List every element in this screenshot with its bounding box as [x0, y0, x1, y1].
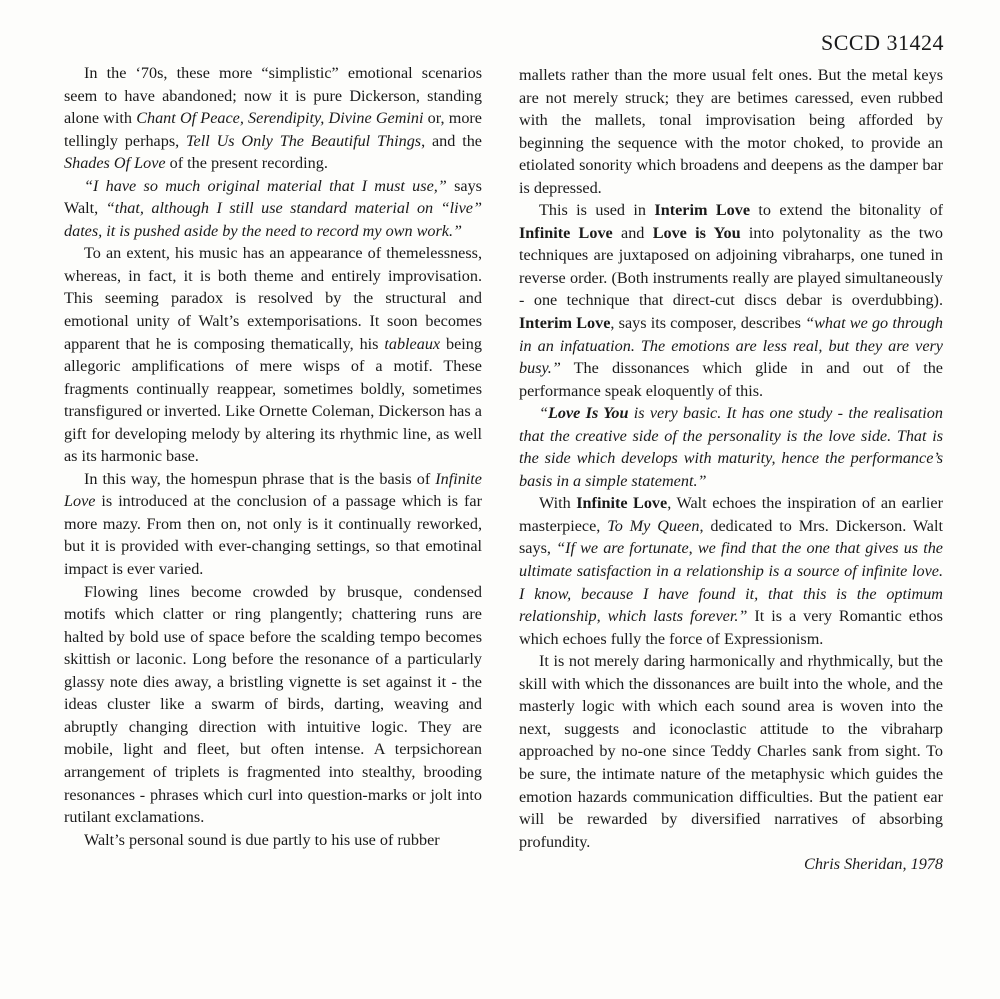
bold-title: Interim Love: [654, 201, 751, 220]
bold-italic-title: Love Is You: [548, 404, 629, 423]
right-column: [519, 64, 943, 876]
text-run: being allegoric amplifications of mere wisps of a motif. These fragments continually reappear, sometimes boldly, sometimes transfigured or inverted. Like Ornette Coleman, Dickerson has a gift for developing melody by altering its rhythmic line, as well as its harmonic base.: [64, 334, 482, 466]
italic-text: Shades Of Love: [64, 154, 166, 173]
paragraph: [64, 242, 482, 467]
italic-text: To My Queen: [607, 516, 700, 535]
paragraph: [64, 62, 482, 175]
italic-text: “If we are fortunate, we find that the one that gives us the ultimate satisfaction in a relationship is a source of infinite love. I know, because I have found it, that this is the optimum relationship, which lasts forever.”: [519, 539, 943, 626]
paragraph: [519, 199, 943, 402]
text-run: Walt’s personal sound is due partly to his use of rubber: [84, 830, 440, 849]
left-column: [64, 62, 482, 851]
text-run: or, more tellingly perhaps,: [64, 109, 482, 150]
catalog-number: SCCD 31424: [821, 30, 944, 55]
text-run: The dissonances which glide in and out of the performance speak eloquently of this.: [519, 359, 943, 400]
paragraph-continued: [519, 64, 943, 199]
text-run: Chris Sheridan, 1978: [804, 855, 943, 874]
italic-text: is very basic. It has one study - the realisation that the creative side of the personality is the love side. That is the side which develops with maturity, hence the performance’s basis in a simple statement.”: [519, 404, 943, 490]
text-run: of the present recording.: [165, 154, 328, 173]
italic-text: Infinite Love: [64, 469, 482, 511]
text-run: , says its composer, describes: [610, 314, 806, 333]
paragraph: [519, 492, 943, 650]
paragraph: [64, 468, 482, 581]
text-run: , and the: [421, 131, 482, 150]
paragraph: [519, 650, 943, 853]
bold-title: Infinite Love: [576, 494, 668, 513]
text-run: is introduced at the conclusion of a passage which is far more mazy. From then on, not only is it continually reworked, but it is provided with ever-changing settings, so that emotinal impact is ever varied.: [64, 492, 482, 579]
paragraph: [64, 175, 482, 243]
paragraph: [64, 829, 482, 852]
italic-text: Tell Us Only The Beautiful Things: [186, 131, 422, 150]
italic-text: tableaux: [384, 334, 441, 353]
text-run: With: [539, 494, 577, 513]
text-run: says Walt,: [64, 176, 482, 218]
text-run: into polytonality as the two techniques are juxtaposed on adjoining vibraharps, one tuned in reverse order. (Both instruments really are played simultaneously - one technique that direct-cut discs debar is overdubbing).: [519, 223, 944, 310]
text-run: , Walt echoes the inspiration of an earlier masterpiece,: [519, 494, 943, 535]
text-run: , dedicated to Mrs. Dickerson. Walt says,: [519, 516, 943, 558]
author-signature: [519, 853, 943, 876]
text-run: It is a very Romantic ethos which echoes fully the force of Expressionism.: [519, 607, 943, 648]
text-run: It is not merely daring harmonically and rhythmically, but the skill with which the dissonances are built into the whole, and the masterly logic with which each sound area is woven into the next, suggests and iconoclastic attitude to the vibraharp approached by no-one since Teddy Charles sank from sight. To be sure, the intimate nature of the metaphysic which guides the emotion hazards communication difficulties. But the patient ear will be rewarded by diversified narratives of absorbing profundity.: [519, 652, 943, 851]
bold-title: Love is You: [652, 223, 741, 242]
paragraph: [519, 402, 943, 492]
text-run: mallets rather than the more usual felt ones. But the metal keys are not merely struck; they are betimes caressed, even rubbed with the mallets, tonal improvisation being afforded by beginning the sequence with the motor choked, to provide an etiolated sonority which broadens and deepens as the damper bar is depressed.: [519, 66, 943, 197]
paragraph: [64, 581, 482, 829]
bold-title: Interim Love: [519, 314, 611, 333]
text-run: and: [612, 223, 653, 242]
bold-title: Infinite Love: [519, 223, 613, 242]
italic-text: “I have so much original material that I must use,”: [84, 176, 447, 195]
text-run: This is used in: [539, 201, 655, 220]
italic-text: “what we go through in an infatuation. The emotions are less real, but they are very busy.”: [519, 314, 944, 378]
italic-text: Chant Of Peace, Serendipity, Divine Gemini: [136, 109, 424, 128]
text-run: To an extent, his music has an appearance of themelessness, whereas, in fact, it is both theme and entirely improvisation. This seeming paradox is resolved by the structural and emotional unity of Walt’s extemporisations. It soon becomes apparent that he is composing thematically, his: [64, 244, 482, 353]
italic-text: “: [539, 404, 549, 423]
text-run: In the ‘70s, these more “simplistic” emotional scenarios seem to have abandoned; now it is pure Dickerson, standing alone with: [64, 64, 482, 128]
text-run: to extend the bitonality of: [750, 201, 944, 220]
text-run: Flowing lines become crowded by brusque, condensed motifs which clatter or ring plangently; chattering runs are halted by bold use of space before the scalding tempo becomes skittish or laconic. Long before the resonance of a particularly glassy note dies away, a bristling vignette is set against it - the ideas cluster like a swarm of birds, darting, weaving and abruptly changing direction with intuitive logic. They are mobile, light and fleet, but often intense. A terpsichorean arrangement of triplets is fragmented into stealthy, brooding resonances - phrases which curl into question-marks or jolt into rutilant exclamations.: [64, 582, 482, 827]
italic-text: “that, although I still use standard material on “live” dates, it is pushed aside by the need to record my own work.”: [64, 199, 482, 240]
text-run: In this way, the homespun phrase that is the basis of: [84, 469, 436, 488]
